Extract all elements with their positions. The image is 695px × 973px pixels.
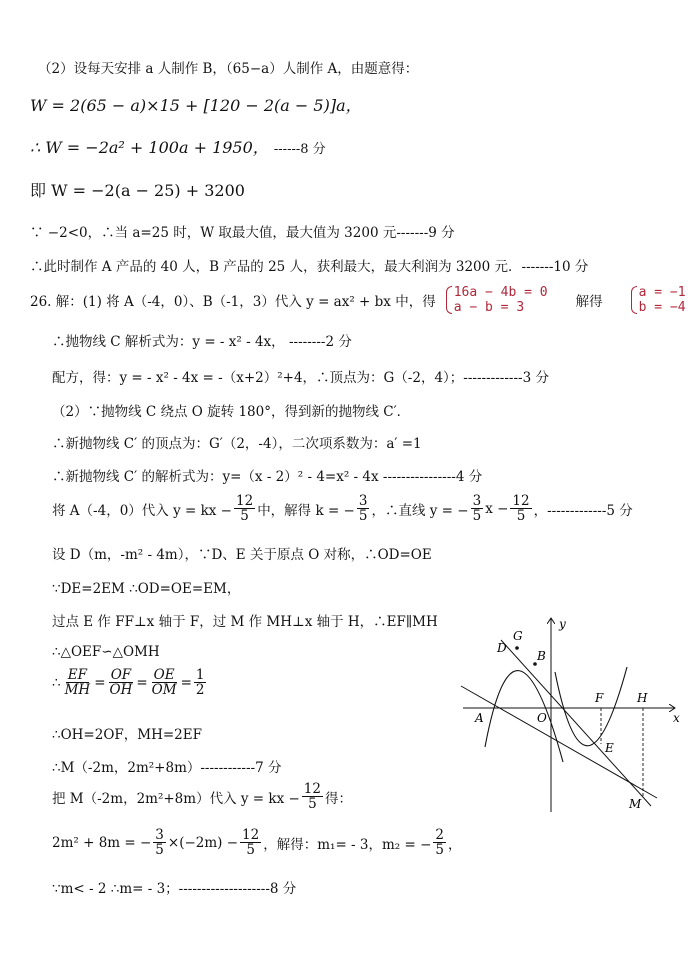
label-g: G (513, 629, 523, 643)
line-22-part-3: ，解得：m₁= - 3，m₂ = − (263, 836, 432, 853)
fraction-2-5: $\frac{2}{5}$ (435, 827, 445, 859)
point-g-dot (515, 646, 519, 650)
line-13 (52, 494, 633, 523)
label-d: D (497, 641, 507, 655)
fraction-3-5-b: $\frac{3}{5}$ (472, 493, 482, 525)
line-8: ∴抛物线 C 解析式为：y = - x² - 4x， --------2 分 (52, 334, 352, 350)
line-11: ∴新抛物线 C′ 的顶点为：G′（2，-4），二次项系数为：a′ =1 (52, 436, 422, 452)
line-6: ∴此时制作 A 产品的 40 人，B 产品的 25 人，获利最大，最大利润为 3200 元．-------10 分 (30, 259, 589, 275)
eq-sign-2: = (136, 674, 148, 691)
label-m: M (629, 797, 642, 811)
line-13-part-5: ，-------------5 分 (533, 502, 633, 519)
q26-intro: 26. 解：(1) 将 A（-4，0）、B（-1，3）代入 y = ax² + bx 中，得 (30, 294, 436, 310)
line-15: ∵DE=2EM ∴OD=OE=EM， (52, 581, 241, 597)
label-e: E (605, 741, 614, 755)
line-7 (30, 285, 686, 315)
system-2-eq-2: b = −4 (638, 300, 686, 315)
line-14: 设 D（m，-m² - 4m），∵D、E 关于原点 O 对称，∴OD=OE (52, 547, 432, 563)
line-3 (30, 135, 326, 158)
line-22-part-4: ， (448, 836, 462, 853)
line-18-prefix: ∴ (52, 674, 61, 691)
line-10: （2）∵抛物线 C 绕点 O 旋转 180°，得到新的抛物线 C′． (52, 404, 411, 420)
line-16: 过点 E 作 FF⊥x 轴于 F，过 M 作 MH⊥x 轴于 H，∴EF∥MH (52, 614, 438, 630)
line-5: ∵ −2<0，∴当 a=25 时，W 取最大值，最大值为 3200 元-------9 分 (30, 225, 455, 241)
line-9: 配方，得：y = - x² - 4x = -（x+2）²+4，∴顶点为：G（-2，4）；-------------3 分 (52, 370, 549, 386)
parabola-figure (455, 612, 685, 817)
line-13-part-1: 将 A（-4，0）代入 y = kx − (52, 502, 232, 519)
line-13-part-2: 中，解得 k = − (257, 502, 355, 519)
line-22-part-1: 2m² + 8m = − (52, 834, 152, 851)
fraction-12-5: $\frac{12}{5}$ (236, 493, 254, 525)
line-21 (52, 782, 352, 811)
system-1-eq-2: a − b = 3 (453, 300, 525, 315)
line-13-part-4: x − (485, 500, 509, 517)
label-o: O (537, 711, 547, 725)
label-f: F (595, 691, 604, 705)
line-13-part-3: ，∴直线 y = − (371, 502, 469, 519)
eq-sign-1: = (94, 674, 106, 691)
line-18 (52, 668, 208, 697)
fraction-3-5: $\frac{3}{5}$ (358, 493, 368, 525)
line-1: （2）设每天安排 a 人制作 B，（65−a）人制作 A，由题意得： (38, 61, 419, 77)
line-22-part-2: ×(−2m) − (167, 834, 239, 851)
line-2: W = 2(65 − a)×15 + [120 − 2(a − 5)]a， (30, 96, 362, 115)
solve-label: 解得 (575, 294, 603, 310)
line-am (461, 686, 657, 798)
system-1 (446, 285, 548, 315)
eq-sign-3: = (180, 674, 192, 691)
fraction-3-5-c: $\frac{3}{5}$ (155, 827, 164, 859)
line-12: ∴新抛物线 C′ 的解析式为：y=（x - 2）² - 4=x² - 4x ----------------4 分 (52, 469, 483, 485)
line-4: 即 W = −2(a − 25) + 3200 (30, 181, 245, 200)
label-b: B (537, 649, 546, 663)
label-h: H (637, 691, 648, 705)
label-a: A (475, 711, 484, 725)
system-2-eq-1: a = −1 (638, 285, 686, 300)
fraction-12-5-b: $\frac{12}{5}$ (512, 493, 530, 525)
fraction-12-5-d: $\frac{12}{5}$ (242, 827, 260, 859)
line-23: ∵m< - 2 ∴m= - 3；--------------------8 分 (52, 881, 297, 897)
system-2 (631, 285, 686, 315)
line-21-part-2: 得： (324, 790, 352, 807)
line-dm (501, 640, 651, 806)
fraction-1-2: $\frac{1}{2}$ (195, 667, 205, 699)
line-19: ∴OH=2OF，MH=2EF (52, 727, 202, 743)
line-22 (52, 828, 462, 857)
label-y: y (559, 617, 566, 631)
fraction-OE-OM: $\frac{OE}{OM}$ (151, 667, 177, 699)
parabola-c-prime (555, 667, 627, 746)
system-1-eq-1: 16a − 4b = 0 (453, 285, 548, 300)
line-20: ∴M（-2m，2m²+8m）------------7 分 (52, 760, 282, 776)
line-21-part-1: 把 M（-2m，2m²+8m）代入 y = kx − (52, 790, 300, 807)
line-17: ∴△OEF∽△OMH (52, 644, 160, 660)
fraction-OF-OH: $\frac{OF}{OH}$ (109, 667, 133, 699)
line-3-score: ------8 分 (273, 142, 326, 157)
fraction-EF-MH: $\frac{EF}{MH}$ (64, 667, 91, 699)
line-3-eq: ∴ W = −2a² + 100a + 1950， (30, 138, 269, 157)
label-x: x (673, 711, 680, 725)
fraction-12-5-c: $\frac{12}{5}$ (303, 781, 321, 813)
